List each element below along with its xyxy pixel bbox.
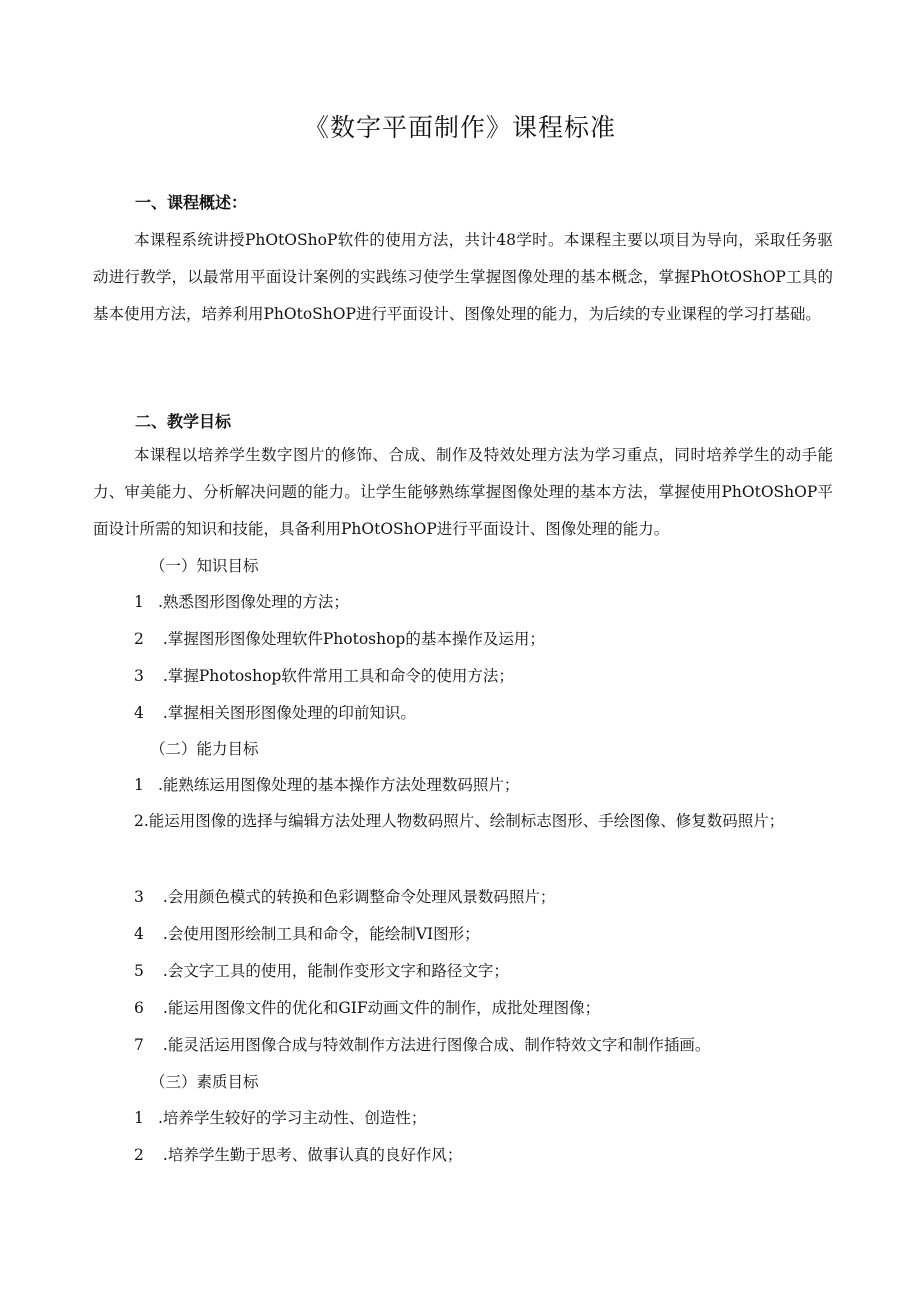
list-item-number: 1 [134, 1109, 144, 1127]
list-item-text: .培养学生较好的学习主动性、创造性； [158, 1109, 427, 1127]
ability-objectives-heading: （二）能力目标 [150, 740, 259, 758]
document-title: 《数字平面制作》课程标准 [303, 113, 616, 142]
list-item [134, 996, 600, 1020]
list-item [134, 1106, 426, 1130]
list-item [134, 959, 509, 983]
list-item-text: .会用颜色模式的转换和色彩调整命令处理风景数码照片； [158, 888, 556, 906]
list-item-number: 4 [134, 925, 144, 943]
list-item-number: 4 [134, 704, 144, 722]
list-item-number: 1 [134, 776, 144, 794]
list-item-text: .能熟练运用图像处理的基本操作方法处理数码照片； [158, 776, 520, 794]
list-item-text: .能运用图像的选择与编辑方法处理人物数码照片、绘制标志图形、手绘图像、修复数码照片； [143, 812, 785, 830]
list-item-number: 3 [134, 888, 144, 906]
objectives-paragraph: 本课程以培养学生数字图片的修饰、合成、制作及特效处理方法为学习重点，同时培养学生的动手能力、审美能力、分析解决问题的能力。让学生能够熟练掌握图像处理的基本方法，掌握使用PhOtOShOP平面设计所需的知识和技能，具备利用PhOtOShOP进行平面设计、图像处理的能力。 [93, 446, 833, 538]
knowledge-objectives-heading: （一）知识目标 [150, 557, 259, 575]
list-item-number: 2 [134, 630, 144, 648]
list-item-number: 2 [134, 812, 144, 830]
list-item-number: 2 [134, 1146, 144, 1164]
list-item [134, 922, 480, 946]
list-item [134, 701, 416, 725]
list-item [93, 803, 833, 840]
list-item [134, 885, 555, 909]
list-item-number: 5 [134, 962, 144, 980]
list-item-text: .培养学生勤于思考、做事认真的良好作风； [158, 1146, 463, 1164]
quality-objectives-heading: （三）素质目标 [150, 1073, 259, 1091]
list-item-number: 3 [134, 667, 144, 685]
list-item [134, 1143, 462, 1167]
list-item-text: .掌握相关图形图像处理的印前知识。 [158, 704, 416, 722]
list-item-text: .会文字工具的使用，能制作变形文字和路径文字； [158, 962, 509, 980]
list-item-text: .掌握图形图像处理软件Photoshop的基本操作及运用； [158, 630, 545, 648]
list-item-text: .能灵活运用图像合成与特效制作方法进行图像合成、制作特效文字和制作插画。 [158, 1036, 711, 1054]
list-item-number: 1 [134, 593, 144, 611]
list-item-text: .会使用图形绘制工具和命令，能绘制VI图形； [158, 925, 480, 943]
list-item-number: 6 [134, 999, 144, 1017]
list-item-text: .能运用图像文件的优化和GIF动画文件的制作，成批处理图像； [158, 999, 601, 1017]
section-heading-objectives: 二、教学目标 [135, 412, 232, 431]
list-item-text: .掌握Photoshop软件常用工具和命令的使用方法； [158, 667, 514, 685]
list-item [134, 664, 514, 688]
list-item [134, 590, 349, 614]
overview-paragraph: 本课程系统讲授PhOtOShoP软件的使用方法，共计48学时。本课程主要以项目为导向，采取任务驱动进行教学，以最常用平面设计案例的实践练习使学生掌握图像处理的基本概念，掌握PhOtOShOP工具的基本使用方法，培养利用PhOtoShOP进行平面设计、图像处理的能力，为后续的专业课程的学习打基础。 [93, 231, 833, 323]
list-item [134, 627, 545, 651]
list-item-number: 7 [134, 1036, 144, 1054]
list-item [134, 1033, 710, 1057]
list-item-text: .熟悉图形图像处理的方法； [158, 593, 349, 611]
section-heading-overview: 一、课程概述： [135, 193, 248, 212]
list-item [134, 773, 519, 797]
